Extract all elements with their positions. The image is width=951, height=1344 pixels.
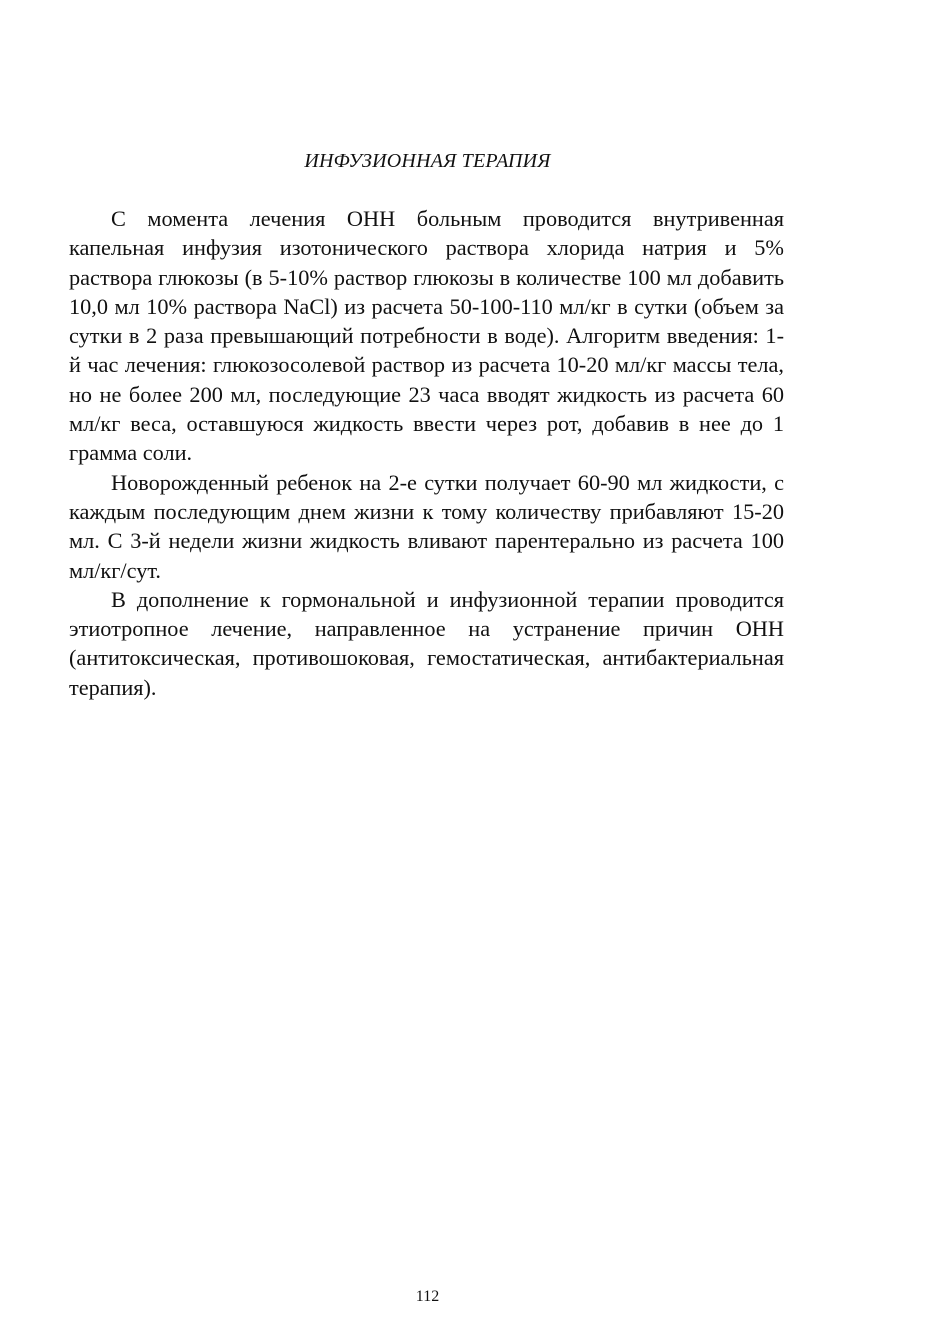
paragraph-2: Новорожденный ребенок на 2-е сутки получает 60-90 мл жидкости, с каждым последующим днем жизни к тому количеству прибавляют 15-20 мл. С 3-й недели жизни жидкость вливают парентерально из расчета 100 мл/кг/сут. bbox=[69, 469, 784, 583]
section-title: ИНФУЗИОННАЯ ТЕРАПИЯ bbox=[304, 150, 551, 172]
paragraph-1: С момента лечения ОНН больным проводится внутривенная капельная инфузия изотонического раствора хлорида натрия и 5% раствора глюкозы (в 5-10% раствор глюкозы в количестве 100 мл добавить 10,0 мл 10% раствора NaCl) из расчета 50-100-110 мл/кг в сутки (объем за сутки в 2 раза превышающий потребности в воде). Алгоритм введения: 1-й час лечения: глюкозосолевой раствор из расчета 10-20 мл/кг массы тела, но не более 200 мл, последующие 23 часа вводят жидкость из расчета 60 мл/кг веса, оставшуюся жидкость ввести через рот, добавив в нее до 1 грамма соли. bbox=[69, 206, 784, 466]
page-number: 112 bbox=[415, 1288, 440, 1305]
paragraph-3: В дополнение к гормональной и инфузионной терапии проводится этиотропное лечение, направленное на устранение причин ОНН (антитоксическая, противошоковая, гемостатическая, антибактериальная терапия). bbox=[69, 586, 784, 700]
body-text bbox=[69, 204, 784, 702]
